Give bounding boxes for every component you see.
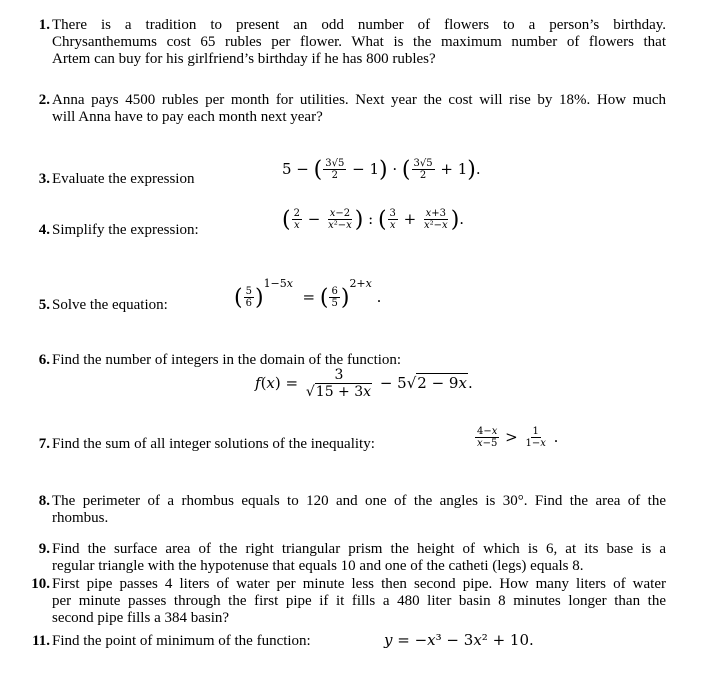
problem-number: 1. (38, 17, 50, 33)
problem-number: 7. (38, 436, 50, 452)
problem-text (52, 17, 666, 68)
problem-number: 3. (38, 171, 50, 187)
text-line: second pipe fills a 384 basin? (52, 610, 230, 626)
problem-number: 9. (38, 541, 50, 557)
text-line: per minute passes through the first pipe if it fills a 480 liter basin 8 minutes longer than the (52, 593, 666, 609)
problem-number: 6. (38, 352, 50, 368)
function-11: y = −x³ − 3x² + 10. (384, 631, 534, 649)
inequality-7: $\frac{4-x}{x-5}$ > $\frac{1}{1-x}$ . (477, 426, 559, 449)
text-line: rhombus. (52, 510, 109, 526)
text-line: Solve the equation: (52, 297, 168, 313)
text-line: will Anna have to pay each month next year? (52, 109, 323, 125)
problem-text (52, 352, 666, 369)
text-line: Find the number of integers in the domain of the function: (52, 352, 402, 368)
problem-text (52, 633, 666, 650)
text-line: The perimeter of a rhombus equals to 120 and one of the angles is 30°. Find the area of the (52, 493, 666, 509)
problem-number: 8. (38, 493, 50, 509)
problem-text (52, 436, 666, 453)
text-line: Find the surface area of the right triangular prism the height of which is 6, at its base is a (52, 541, 666, 557)
function-6: f(x) = $\frac{3}{√15 + 3x}$ − 5√2 − 9x. (255, 367, 473, 401)
problem-number: 5. (38, 297, 50, 313)
problem-number: 2. (38, 92, 50, 108)
text-line: Simplify the expression: (52, 222, 199, 238)
text-line: Find the point of minimum of the function: (52, 633, 311, 649)
problem-number: 10. (31, 576, 50, 592)
problem-number: 4. (38, 222, 50, 238)
problem-text (52, 541, 666, 575)
problem-text (52, 493, 666, 527)
text-line: There is a tradition to present an odd number of flowers to a person’s birthday. (52, 17, 666, 33)
text-line: Evaluate the expression (52, 171, 195, 187)
text-line: Anna pays 4500 rubles per month for utilities. Next year the cost will rise by 18%. How much (52, 92, 666, 108)
text-line: regular triangle with the hypotenuse that equals 10 and one of the catheti (legs) equals 8. (52, 558, 584, 574)
text-line: First pipe passes 4 liters of water per minute less then second pipe. How many liters of water (52, 576, 666, 592)
text-line: Artem can buy for his girlfriend’s birthday if he has 800 rubles? (52, 51, 436, 67)
text-line: Chrysanthemums cost 65 rubles per flower. What is the maximum number of flowers that (52, 34, 666, 50)
expression-4: ( $\frac{2}{x}$ − $\frac{x-2}{\text{x²−x}}$ ) : ( $\frac{3}{x}$ + $\frac{x+3}{\text{x²−x}}$ ). (282, 207, 465, 233)
text-line: Find the sum of all integer solutions of the inequality: (52, 436, 375, 452)
problem-text (52, 576, 666, 627)
equation-5: ( $\frac{5}{6}$ )$^{1-5x}$ = ( $\frac{6}{5}$ )$^{2+x}$ . (234, 276, 382, 311)
problem-text (52, 92, 666, 126)
expression-3: 5 − ( $\frac{3√5}{2}$ − 1) · ( $\frac{3√5}{2}$ + 1). (282, 157, 481, 183)
problem-number: 11. (32, 633, 50, 649)
